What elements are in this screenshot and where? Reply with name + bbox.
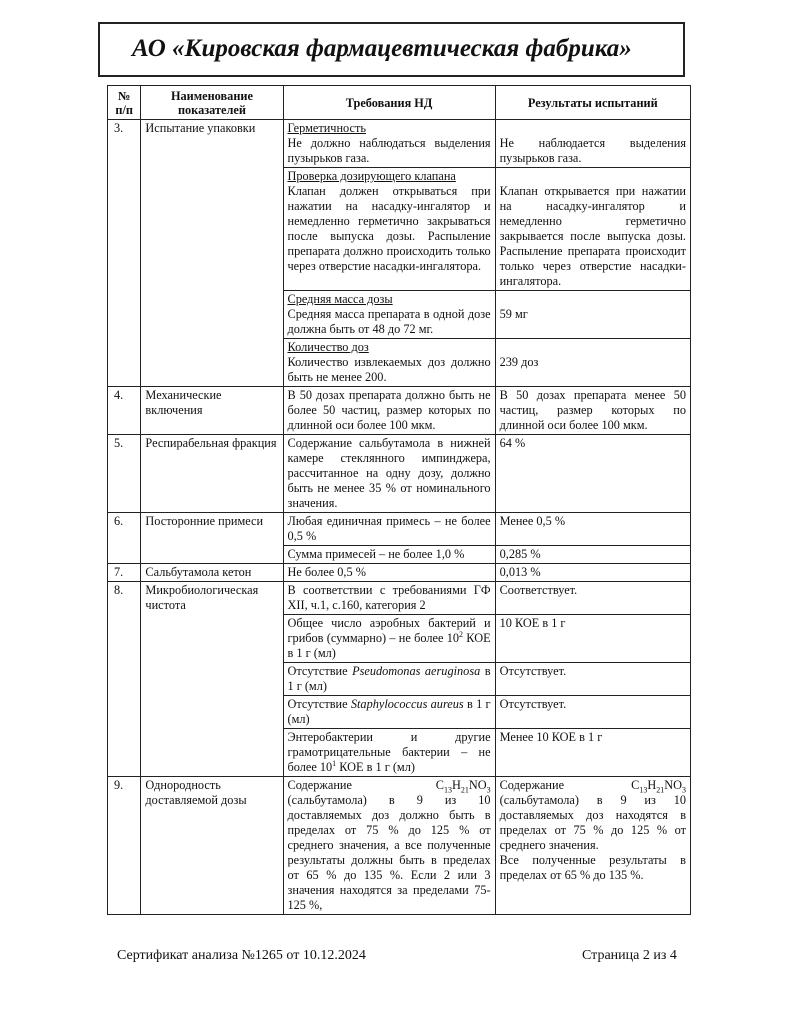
res-cell	[495, 120, 690, 168]
req-text: Средняя масса препарата в одной дозе должна быть от 48 до 72 мг.	[287, 307, 491, 336]
certificate-footer: Сертификат анализа №1265 от 10.12.2024	[117, 948, 366, 963]
formula-part: H	[451, 778, 461, 792]
row-num: 8.	[108, 582, 141, 777]
res-text: Содержание C	[499, 778, 640, 792]
table-row	[108, 564, 691, 582]
formula-part: NO	[664, 778, 682, 792]
table-row	[108, 435, 691, 513]
formula-sub: 13	[443, 785, 452, 795]
formula-sub: 3	[486, 785, 491, 795]
req-text: КОЕ в 1 г (мл)	[287, 631, 491, 660]
row-num: 7.	[108, 564, 141, 582]
table-row	[108, 513, 691, 546]
header-name: Наименование показателей	[141, 86, 283, 120]
row-name: Испытание упаковки	[141, 120, 283, 387]
res-cell: 0,013 %	[495, 564, 690, 582]
req-text: Общее число аэробных бактерий и грибов (суммарно) – не более 10	[287, 616, 491, 645]
formula-sub: 13	[639, 785, 648, 795]
company-header-box	[98, 22, 685, 77]
res-cell	[495, 777, 690, 915]
res-text: Не наблюдается выделения пузырьков газа.	[499, 136, 686, 165]
req-text: Энтеробактерии и другие грамотрицательные бактерии – не более 10	[287, 730, 491, 774]
req-text: в 1 г (мл)	[287, 664, 491, 693]
header-num: № п/п	[108, 86, 141, 120]
row-name: Микробиологическая чистота	[141, 582, 283, 777]
req-cell	[283, 168, 495, 291]
req-organism: Staphylococcus aureus	[350, 697, 464, 711]
res-text: (сальбутамола) в 9 из 10 доставляемых доз находятся в пределах от 75 % до 125 % от среднего значения.	[499, 793, 686, 852]
req-subtitle: Средняя масса дозы	[287, 292, 393, 306]
req-cell: В соответствии с требованиями ГФ XII, ч.1, с.160, категория 2	[283, 582, 495, 615]
row-name: Сальбутамола кетон	[141, 564, 283, 582]
res-text: Все полученные результаты в пределах от 65 % до 135 %.	[499, 853, 686, 882]
row-num: 6.	[108, 513, 141, 564]
header-req: Требования НД	[283, 86, 495, 120]
row-num: 5.	[108, 435, 141, 513]
page-number: Страница 2 из 4	[582, 948, 677, 963]
req-text: Отсутствие	[287, 697, 351, 711]
row-name: Однородность доставляемой дозы	[141, 777, 283, 915]
res-cell: Менее 0,5 %	[495, 513, 690, 546]
table-row	[108, 387, 691, 435]
res-cell: Соответствует.	[495, 582, 690, 615]
req-text: Отсутствие	[287, 664, 353, 678]
table-row	[108, 120, 691, 168]
req-text: (сальбутамола) в 9 из 10 доставляемых доз должно быть в пределах от 75 % до 125 % от среднего значения, а все полученные результаты должны быть в пределах от 65 % до 135 %. Если 2 или 3 значения находятся за пределами 75-125 %,	[287, 793, 491, 912]
res-cell: Менее 10 КОЕ в 1 г	[495, 729, 690, 777]
res-cell	[495, 168, 690, 291]
req-text: Не должно наблюдаться выделения пузырьков газа.	[287, 136, 491, 165]
table-row	[108, 582, 691, 615]
req-text: Количество извлекаемых доз должно быть не менее 200.	[287, 355, 491, 384]
req-cell: Сумма примесей – не более 1,0 %	[283, 546, 495, 564]
res-cell: В 50 дозах препарата менее 50 частиц, размер которых по длинной оси более 100 мкм.	[495, 387, 690, 435]
req-cell: Не более 0,5 %	[283, 564, 495, 582]
formula-part: H	[647, 778, 657, 792]
req-cell	[283, 120, 495, 168]
formula-part: NO	[468, 778, 487, 792]
req-cell: Содержание сальбутамола в нижней камере стеклянного импинджера, рассчитанное на одну дозу, должно быть не менее 35 % от номинального значения.	[283, 435, 495, 513]
req-cell: Любая единичная примесь – не более 0,5 %	[283, 513, 495, 546]
req-subtitle: Количество доз	[287, 340, 369, 354]
table-row	[108, 777, 691, 915]
req-superscript: 2	[459, 629, 464, 639]
company-title: АО «Кировская фармацевтическая фабрика»	[132, 35, 632, 62]
res-cell: Отсутствует.	[495, 663, 690, 696]
res-cell	[495, 339, 690, 387]
req-text: в 1 г (мл)	[287, 697, 491, 726]
req-cell	[283, 339, 495, 387]
res-text: 239 доз	[499, 355, 539, 369]
req-cell	[283, 615, 495, 663]
res-text: 59 мг	[499, 307, 528, 321]
res-text: Клапан открывается при нажатии на насадку-ингалятор и немедленно герметично закрывается после выпуска дозы. Распыление препарата происходит только через отверстие насадки-ингалятора.	[499, 184, 686, 288]
res-cell: 10 КОЕ в 1 г	[495, 615, 690, 663]
row-name: Механические включения	[141, 387, 283, 435]
res-cell: 0,285 %	[495, 546, 690, 564]
req-cell	[283, 663, 495, 696]
row-num: 9.	[108, 777, 141, 915]
row-num: 4.	[108, 387, 141, 435]
req-cell	[283, 291, 495, 339]
req-text: Содержание C	[287, 778, 444, 792]
res-cell: Отсутствует.	[495, 696, 690, 729]
table-header-row	[108, 86, 691, 120]
res-cell: 64 %	[495, 435, 690, 513]
req-subtitle: Проверка дозирующего клапана	[287, 169, 456, 183]
req-subtitle: Герметичность	[287, 121, 366, 135]
req-superscript: 1	[332, 758, 337, 768]
req-cell	[283, 696, 495, 729]
req-cell	[283, 777, 495, 915]
row-name: Респирабельная фракция	[141, 435, 283, 513]
row-name: Посторонние примеси	[141, 513, 283, 564]
row-num: 3.	[108, 120, 141, 387]
formula-sub: 3	[682, 785, 686, 795]
req-text: Клапан должен открываться при нажатии на насадку-ингалятор и немедленно герметично закрываться после выпуска дозы. Распыление препарата должно происходить только через отверстие насадки-ингалятора.	[287, 184, 491, 273]
header-res: Результаты испытаний	[495, 86, 690, 120]
analysis-table	[107, 85, 691, 915]
req-text: КОЕ в 1 г (мл)	[336, 760, 415, 774]
req-organism: Pseudomonas aeruginosa	[352, 664, 481, 678]
formula-sub: 21	[460, 785, 469, 795]
req-cell	[283, 729, 495, 777]
req-cell: В 50 дозах препарата должно быть не более 50 частиц, размер которых по длинной оси более 100 мкм.	[283, 387, 495, 435]
res-cell	[495, 291, 690, 339]
formula-sub: 21	[656, 785, 665, 795]
